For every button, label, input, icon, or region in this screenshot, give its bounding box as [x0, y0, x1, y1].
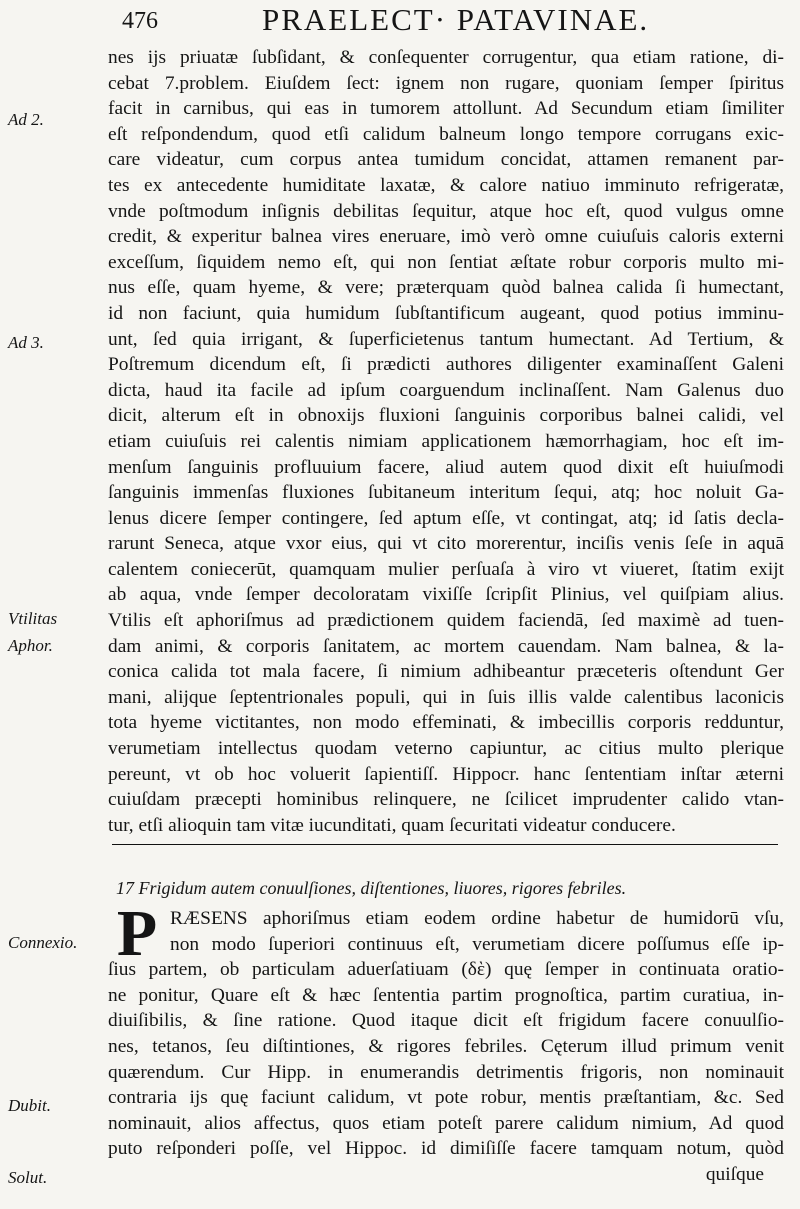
commentary-line: diuiſibilis, & ſine ratione. Quod itaque dicit eſt frigidum facere conuulſio- — [108, 1010, 784, 1032]
main-text-block — [108, 45, 784, 838]
page-number: 476 — [122, 8, 158, 34]
margin-note-solut: Solut. — [8, 1168, 48, 1187]
text-line: conica calida tot mala facere, ſi nimium adhibeantur præceteris oſtendunt Ger — [108, 661, 784, 683]
page-header — [116, 2, 776, 42]
text-line: lenus dicere ſemper contingere, ſed aptum eſſe, vt contingat, atq; id ſatis decla- — [108, 507, 784, 529]
text-line: id non faciunt, quia humidum ſubſtantificum augeant, quod potius imminu- — [108, 302, 784, 324]
text-line: facit in carnibus, qui eas in tumorem attollunt. Ad Secundum etiam ſimiliter — [108, 98, 784, 120]
text-line: unt, ſed quia irrigant, & ſuperficietenus tantum humectant. Ad Tertium, & — [108, 328, 784, 350]
text-line: tota hyeme victitantes, non modo effeminati, & imbecillis corporis redduntur, — [108, 712, 784, 734]
text-line: mani, alijque ſeptentrionales populi, qui in ſuis illis valde calentibus laconicis — [108, 686, 784, 708]
commentary-first-line: RÆSENS aphoriſmus etiam eodem ordine habetur de humidorū vſu, — [170, 908, 784, 929]
text-line: rarunt Seneca, atque vxor eius, qui vt cito morerentur, inciſis venis ſeſe in aquā — [108, 533, 784, 555]
aphorism-heading: 17 Frigidum autem conuulſiones, diſtentiones, liuores, rigores febriles. — [116, 878, 627, 898]
text-line: exceſſum, ſiquidem nemo eſt, qui non ſentiat æſtate robur corporis multo mi- — [108, 251, 784, 273]
text-line: dicit, alterum eſt in obnoxijs fluxioni ſanguinis corporibus balnei calidi, vel — [108, 405, 784, 427]
catchword: quiſque — [705, 1163, 764, 1185]
commentary-line: ne ponitur, Quare eſt & hæc ſententia partim prognoſtica, partim curatiua, in- — [108, 984, 784, 1006]
commentary-line: puto reſponderi poſſe, vel Hippoc. id dimiſiſſe facere tamquam notum, quòd — [108, 1138, 784, 1160]
text-line: cuiuſdam præcepti hominibus relinquere, ne ſcilicet imprudenter calido vtan- — [108, 789, 784, 811]
margin-note-aphor: Aphor. — [8, 636, 53, 655]
text-line: ab aqua, vnde ſemper decoloratam vixiſſe ſcripſit Plinius, vel quiſpiam alius. — [108, 584, 784, 606]
text-line: credit, & experitur balnea vires eneruare, imò verò omne cuiuſuis caloris externi — [108, 226, 784, 248]
text-line: care videatur, cum corpus antea tumidum concidat, attamen remanent par- — [108, 149, 784, 171]
text-line: verumetiam intellectus quodam veterno capiuntur, ac citius multo plerique — [108, 738, 784, 760]
drop-initial: P — [116, 897, 158, 970]
text-line: nes ijs priuatæ ſubſidant, & conſequenter corrugentur, qua etiam ratione, di- — [108, 47, 784, 68]
margin-note-ad2: Ad 2. — [8, 110, 44, 129]
text-line: tur, etſi alioquin tam vitæ iucunditati, quam ſecuritati videatur conducere. — [108, 814, 676, 836]
commentary-line: contraria ijs quę faciunt calidum, vt pote robur, mentis præſtantiam, &c. Sed — [108, 1087, 784, 1109]
commentary-line: nominauit, alios affectus, quos etiam poteſt parere calidum nimium, Ad quod — [108, 1112, 784, 1134]
text-line: Vtilis eſt aphoriſmus ad prædictionem quidem faciendā, ſed maximè ad tuen- — [108, 610, 784, 632]
text-line: cebat 7.problem. Eiuſdem ſect: ignem non rugare, quoniam ſemper ſpiritus — [108, 72, 784, 94]
commentary-line: ſius partem, ob particulam aduerſatiuam (δὲ) quę ſemper in continuata oratio- — [108, 959, 784, 981]
text-line: dicta, haud ita facile ad ipſum coarguendum inclinaſſent. Nam Galenus duo — [108, 379, 784, 401]
text-line: Poſtremum dicendum eſt, ſi prædicti authores diligenter examinaſſent Galeni — [108, 354, 784, 376]
text-line: ſanguinis immenſas fluxiones ſubitaneum interitum ſequi, atq; hoc noluit Ga- — [108, 482, 784, 504]
text-line: nus eſſe, quam hyeme, & vere; præterquam quòd balnea calida ſi humectant, — [108, 277, 784, 299]
section-divider — [112, 844, 778, 845]
text-line: eſt reſpondendum, quod etſi calidum balneum longo tempore corrugans exic- — [108, 123, 784, 145]
text-line: pereunt, vt ob hoc voluerit ſapientiſſ. Hippocr. hanc ſententiam inſtar æterni — [108, 763, 784, 785]
text-line: menſum ſanguinis profluuium facere, aliud autem quod dixit eſt huiuſmodi — [108, 456, 784, 478]
margin-note-dubit: Dubit. — [8, 1096, 51, 1115]
commentary-text-block — [108, 897, 784, 1188]
commentary-line: nes, tetanos, ſeu diſtintiones, & rigores febriles. Cęterum illud primum venit — [108, 1035, 784, 1057]
text-line: etiam cuiuſuis rei calentis nimiam applicationem hæmorrhagiam, hoc eſt im- — [108, 430, 784, 452]
margin-note-utilitas: Vtilitas — [8, 609, 58, 628]
text-line: calentem coniecerūt, quamquam mulier perſuaſa à viro vt viueret, ſtatim exijt — [108, 558, 784, 580]
text-line: tes ex antecedente humiditate laxatæ, & calore natiuo imminuto refrigeratæ, — [108, 174, 784, 196]
margin-note-connexio: Connexio. — [8, 933, 78, 952]
text-line: vnde poſtmodum inſignis debilitas ſequitur, atque hoc eſt, quod vulgus omne — [108, 200, 784, 222]
commentary-line: non modo ſuperiori continuus eſt, verumetiam dicere poſſumus eſſe ip- — [170, 933, 784, 955]
running-title: PRAELECT· PATAVINAE. — [262, 2, 650, 37]
commentary-line: quærendum. Cur Hipp. in enumerandis detrimentis frigoris, non nominauit — [108, 1061, 784, 1083]
text-line: dam animi, & corporis ſanitatem, ac mortem cauendam. Nam balnea, & la- — [108, 635, 784, 657]
margin-note-ad3: Ad 3. — [8, 333, 44, 352]
